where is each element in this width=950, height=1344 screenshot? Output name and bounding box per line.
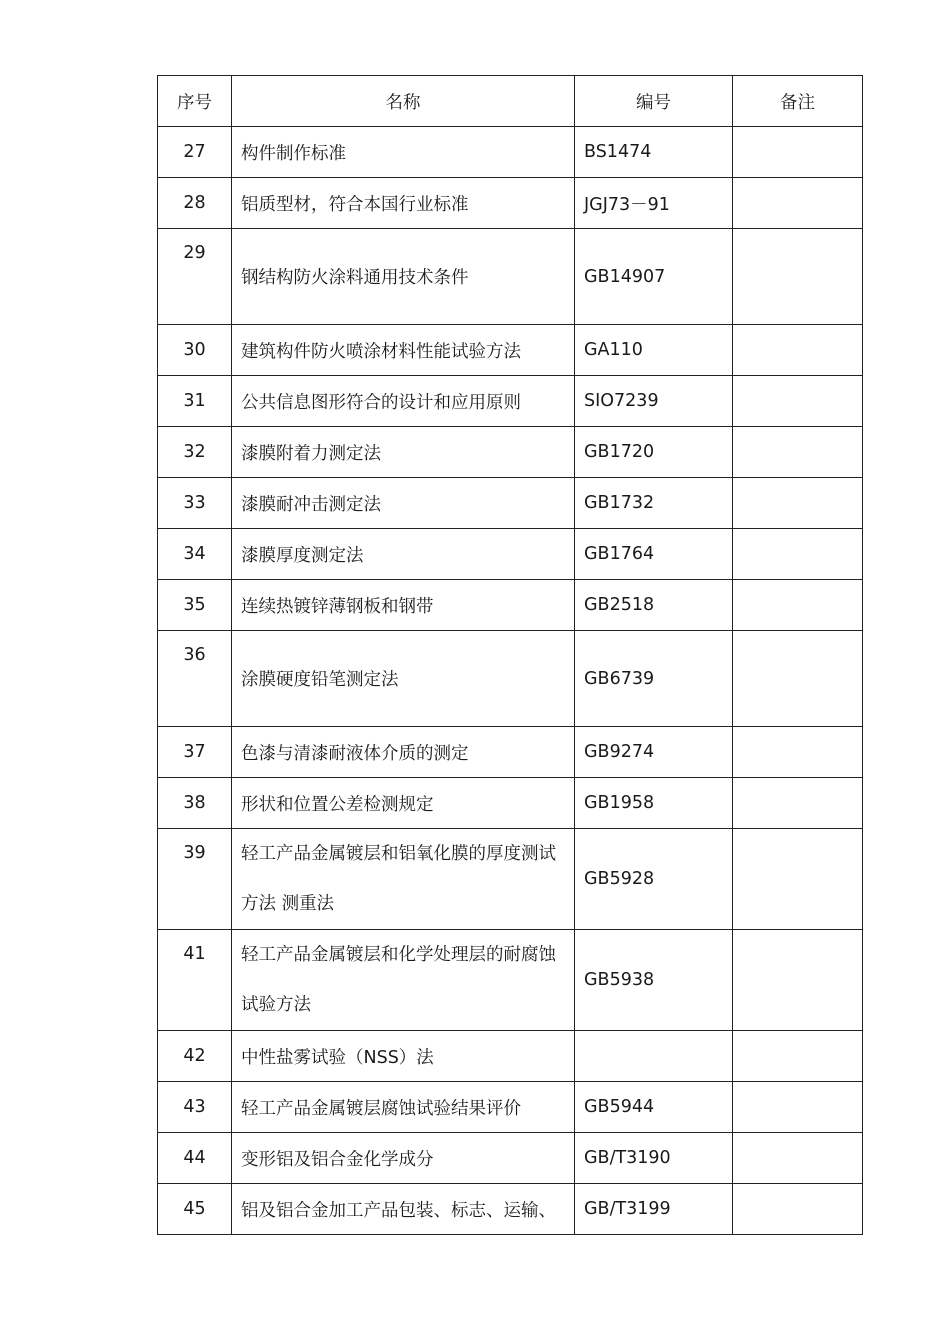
cell-note xyxy=(733,229,863,325)
cell-no: 43 xyxy=(158,1082,232,1133)
table-body xyxy=(158,127,863,1235)
cell-note xyxy=(733,325,863,376)
cell-code: GB1958 xyxy=(575,778,733,829)
cell-note xyxy=(733,178,863,229)
cell-name: 漆膜附着力测定法 xyxy=(232,427,575,478)
cell-code: GB5938 xyxy=(575,930,733,1031)
table-row xyxy=(158,727,863,778)
cell-note xyxy=(733,727,863,778)
header-name: 名称 xyxy=(232,76,575,127)
cell-name: 建筑构件防火喷涂材料性能试验方法 xyxy=(232,325,575,376)
cell-note xyxy=(733,631,863,727)
cell-code: GB/T3199 xyxy=(575,1184,733,1235)
cell-no: 35 xyxy=(158,580,232,631)
table-row xyxy=(158,930,863,1031)
cell-name: 变形铝及铝合金化学成分 xyxy=(232,1133,575,1184)
table-row xyxy=(158,529,863,580)
cell-name: 漆膜耐冲击测定法 xyxy=(232,478,575,529)
header-note: 备注 xyxy=(733,76,863,127)
cell-note xyxy=(733,829,863,930)
cell-name: 连续热镀锌薄钢板和钢带 xyxy=(232,580,575,631)
cell-note xyxy=(733,478,863,529)
cell-code: GB2518 xyxy=(575,580,733,631)
table-row xyxy=(158,427,863,478)
table-row xyxy=(158,778,863,829)
table-row xyxy=(158,631,863,727)
cell-code: GB1764 xyxy=(575,529,733,580)
cell-note xyxy=(733,1031,863,1082)
cell-no: 34 xyxy=(158,529,232,580)
cell-name: 轻工产品金属镀层和铝氧化膜的厚度测试方法 测重法 xyxy=(232,829,575,930)
cell-name: 轻工产品金属镀层和化学处理层的耐腐蚀试验方法 xyxy=(232,930,575,1031)
cell-note xyxy=(733,778,863,829)
cell-name: 漆膜厚度测定法 xyxy=(232,529,575,580)
cell-no: 44 xyxy=(158,1133,232,1184)
table-row xyxy=(158,229,863,325)
cell-note xyxy=(733,376,863,427)
cell-code: GB1720 xyxy=(575,427,733,478)
cell-no: 29 xyxy=(158,229,232,325)
cell-no: 37 xyxy=(158,727,232,778)
cell-code: GB1732 xyxy=(575,478,733,529)
cell-no: 32 xyxy=(158,427,232,478)
cell-name: 铝质型材，符合本国行业标准 xyxy=(232,178,575,229)
header-code: 编号 xyxy=(575,76,733,127)
table-row xyxy=(158,127,863,178)
cell-code: SIO7239 xyxy=(575,376,733,427)
cell-note xyxy=(733,1133,863,1184)
cell-no: 36 xyxy=(158,631,232,727)
cell-note xyxy=(733,427,863,478)
cell-note xyxy=(733,529,863,580)
cell-no: 28 xyxy=(158,178,232,229)
cell-name: 构件制作标准 xyxy=(232,127,575,178)
table-row xyxy=(158,376,863,427)
cell-no: 33 xyxy=(158,478,232,529)
cell-no: 42 xyxy=(158,1031,232,1082)
cell-code: GB6739 xyxy=(575,631,733,727)
table-header-row xyxy=(158,76,863,127)
cell-code: GA110 xyxy=(575,325,733,376)
cell-name: 公共信息图形符合的设计和应用原则 xyxy=(232,376,575,427)
cell-note xyxy=(733,1184,863,1235)
cell-code: GB/T3190 xyxy=(575,1133,733,1184)
cell-no: 30 xyxy=(158,325,232,376)
cell-note xyxy=(733,127,863,178)
table-row xyxy=(158,1184,863,1235)
cell-name: 色漆与清漆耐液体介质的测定 xyxy=(232,727,575,778)
header-no: 序号 xyxy=(158,76,232,127)
table-row xyxy=(158,178,863,229)
cell-no: 39 xyxy=(158,829,232,930)
table-row xyxy=(158,325,863,376)
cell-name: 中性盐雾试验（NSS）法 xyxy=(232,1031,575,1082)
cell-no: 41 xyxy=(158,930,232,1031)
cell-no: 45 xyxy=(158,1184,232,1235)
cell-no: 27 xyxy=(158,127,232,178)
cell-code: GB5944 xyxy=(575,1082,733,1133)
cell-code: JGJ73－91 xyxy=(575,178,733,229)
table-row xyxy=(158,1031,863,1082)
cell-no: 31 xyxy=(158,376,232,427)
cell-note xyxy=(733,1082,863,1133)
table-row xyxy=(158,1133,863,1184)
table-row xyxy=(158,478,863,529)
table-row xyxy=(158,829,863,930)
cell-name: 涂膜硬度铅笔测定法 xyxy=(232,631,575,727)
cell-name: 轻工产品金属镀层腐蚀试验结果评价 xyxy=(232,1082,575,1133)
cell-code: GB5928 xyxy=(575,829,733,930)
cell-code: GB14907 xyxy=(575,229,733,325)
cell-name: 形状和位置公差检测规定 xyxy=(232,778,575,829)
cell-name: 铝及铝合金加工产品包装、标志、运输、 xyxy=(232,1184,575,1235)
cell-name: 钢结构防火涂料通用技术条件 xyxy=(232,229,575,325)
cell-no: 38 xyxy=(158,778,232,829)
cell-note xyxy=(733,580,863,631)
cell-code xyxy=(575,1031,733,1082)
cell-code: GB9274 xyxy=(575,727,733,778)
cell-code: BS1474 xyxy=(575,127,733,178)
table-row xyxy=(158,1082,863,1133)
cell-note xyxy=(733,930,863,1031)
table-row xyxy=(158,580,863,631)
standards-table xyxy=(157,75,863,1235)
